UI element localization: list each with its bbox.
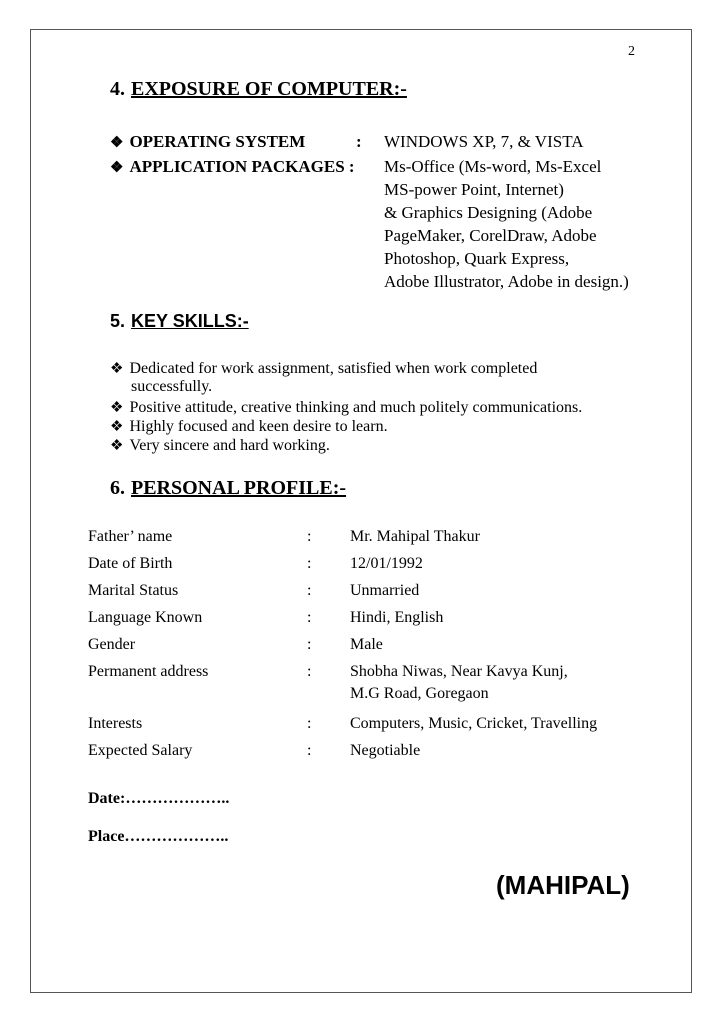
section-heading-profile	[110, 477, 346, 500]
diamond-bullet-icon: ❖	[110, 160, 124, 176]
section-number: 6.	[110, 477, 125, 499]
profile-value: Hindi, English	[350, 609, 444, 626]
profile-label: Marital Status	[88, 582, 179, 599]
exposure-colon: :	[356, 132, 362, 151]
profile-colon: :	[307, 663, 312, 680]
exposure-value: MS-power Point, Internet)	[384, 180, 564, 199]
exposure-value: WINDOWS XP, 7, & VISTA	[384, 132, 584, 151]
profile-label: Permanent address	[88, 663, 209, 680]
profile-label: Father’ name	[88, 528, 173, 545]
diamond-bullet-icon: ❖	[110, 361, 124, 377]
profile-value: Shobha Niwas, Near Kavya Kunj,	[350, 663, 568, 680]
section-heading-skills	[110, 311, 249, 332]
profile-value: Negotiable	[350, 742, 421, 759]
exposure-label-os: ❖ OPERATING SYSTEM	[110, 132, 306, 151]
section-number: 5.	[110, 311, 126, 331]
profile-value: Male	[350, 636, 383, 653]
skill-item: ❖ Very sincere and hard working.	[110, 437, 330, 454]
section-title: PERSONAL PROFILE:-	[131, 477, 347, 499]
section-title: KEY SKILLS:-	[131, 311, 249, 331]
date-label: Date:………………..	[88, 790, 230, 807]
diamond-bullet-icon: ❖	[110, 419, 124, 435]
profile-value: 12/01/1992	[350, 555, 423, 572]
exposure-value: Photoshop, Quark Express,	[384, 249, 570, 268]
profile-label: Interests	[88, 715, 143, 732]
diamond-bullet-icon: ❖	[110, 135, 124, 151]
profile-value: Unmarried	[350, 582, 420, 599]
skill-item: ❖ Dedicated for work assignment, satisfied when work completed	[110, 360, 538, 377]
profile-colon: :	[307, 528, 312, 545]
exposure-value: PageMaker, CorelDraw, Adobe	[384, 226, 597, 245]
skill-item: ❖ Positive attitude, creative thinking and much politely communications.	[110, 399, 583, 416]
profile-label: Language Known	[88, 609, 203, 626]
profile-label: Expected Salary	[88, 742, 193, 759]
profile-colon: :	[307, 582, 312, 599]
section-number: 4.	[110, 78, 125, 100]
section-title: EXPOSURE OF COMPUTER:-	[131, 78, 407, 100]
exposure-label-apps: ❖ APPLICATION PACKAGES :	[110, 157, 355, 176]
exposure-value: Adobe Illustrator, Adobe in design.)	[384, 272, 629, 291]
diamond-bullet-icon: ❖	[110, 400, 124, 416]
profile-label: Gender	[88, 636, 136, 653]
profile-colon: :	[307, 555, 312, 572]
diamond-bullet-icon: ❖	[110, 438, 124, 454]
profile-value: Computers, Music, Cricket, Travelling	[350, 715, 598, 732]
exposure-value: Ms-Office (Ms-word, Ms-Excel	[384, 157, 602, 176]
profile-colon: :	[307, 609, 312, 626]
profile-label: Date of Birth	[88, 555, 173, 572]
profile-colon: :	[307, 742, 312, 759]
skill-item-continuation: successfully.	[131, 378, 213, 395]
profile-value: Mr. Mahipal Thakur	[350, 528, 480, 545]
section-heading-computer	[110, 78, 407, 101]
signature-name: (MAHIPAL)	[496, 870, 630, 900]
profile-value-continuation: M.G Road, Goregaon	[350, 685, 489, 702]
exposure-value: & Graphics Designing (Adobe	[384, 203, 593, 222]
profile-colon: :	[307, 715, 312, 732]
page-number: 2	[628, 44, 635, 59]
profile-colon: :	[307, 636, 312, 653]
place-label: Place………………..	[88, 828, 229, 845]
skill-item: ❖ Highly focused and keen desire to learn.	[110, 418, 388, 435]
